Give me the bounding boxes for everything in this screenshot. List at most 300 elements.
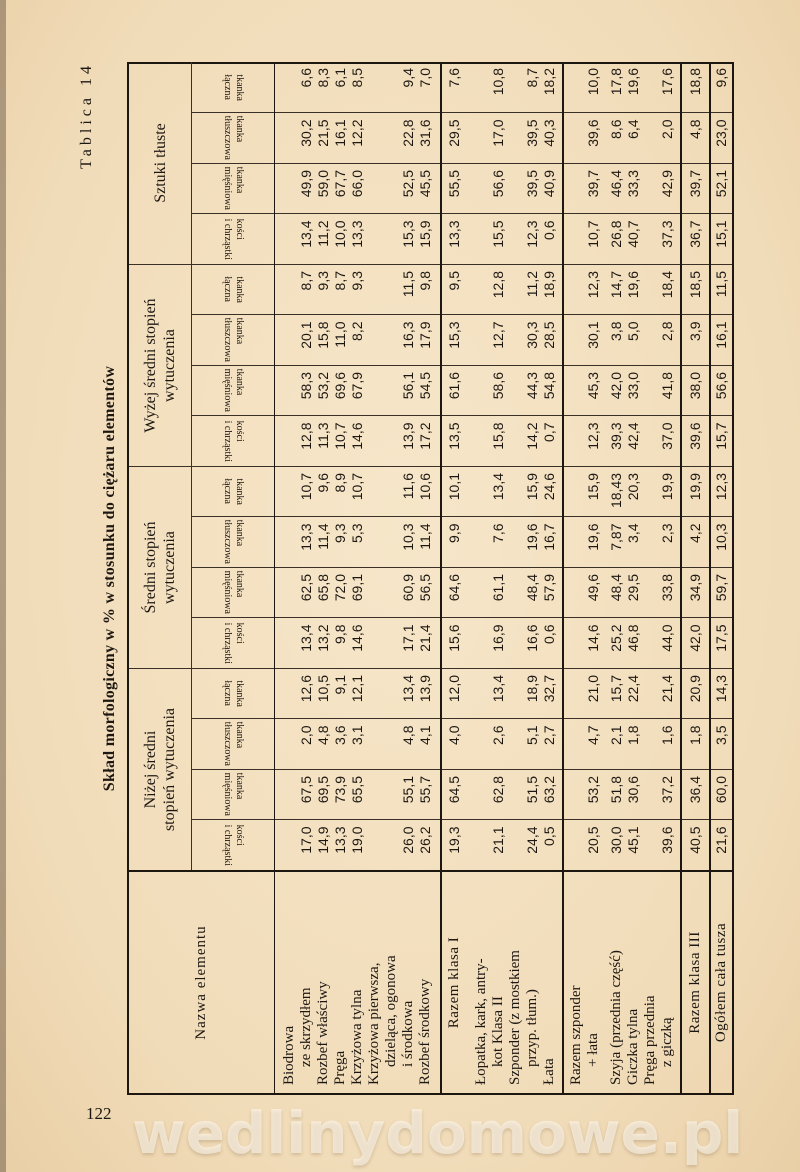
group-header-line: Średni stopień — [142, 521, 159, 614]
group-header-row — [129, 62, 192, 870]
table-cell-value: 18,43 — [608, 473, 624, 509]
subcolumn-header — [192, 416, 274, 467]
value-column-cell — [442, 365, 562, 416]
table-cell-value: 3,4 — [625, 523, 641, 543]
element-name-cell — [275, 870, 440, 1093]
table-cell-value: 18,9 — [541, 271, 557, 299]
table-cell-value: 73,9 — [332, 776, 348, 804]
row-spacer — [463, 215, 473, 265]
subcolumn-header — [192, 567, 274, 618]
table-cell-value: 14,2 — [524, 422, 540, 450]
subcolumn-header — [192, 315, 274, 366]
table-cell-value: 20,5 — [585, 826, 601, 854]
value-column-cell — [275, 416, 440, 467]
value-column-cell — [682, 567, 709, 618]
table-cell-value: 13,9 — [417, 675, 433, 703]
table-cell-value: 10,7 — [349, 473, 365, 501]
table-cell-value: 13,4 — [298, 220, 314, 248]
element-label-line: Łopatka, kark, antry- — [473, 958, 489, 1085]
value-column-cell — [682, 62, 709, 113]
table-cell-value: 61,1 — [490, 574, 506, 602]
table-cell-value: 9,6 — [713, 68, 729, 88]
table-cell-value: 40,9 — [541, 170, 557, 198]
table-cell-value: 19,9 — [687, 473, 703, 501]
group-header-line: stopień wytuczenia — [161, 707, 178, 832]
table-cell-value: 45,5 — [417, 170, 433, 198]
subcolumn-label-line: i chrząstki — [222, 622, 233, 664]
table-cell-value: 40,3 — [541, 119, 557, 147]
table-cell-value: 4,8 — [400, 725, 416, 745]
blank-line — [568, 770, 585, 820]
blank-line — [281, 215, 298, 265]
blank-line — [473, 316, 490, 366]
table-cell-value: 7,6 — [446, 68, 462, 88]
value-column-cell — [442, 163, 562, 214]
table-cell-value: 10,3 — [713, 523, 729, 551]
element-label-line: z giczką — [659, 1017, 675, 1067]
table-cell-value: 24,4 — [524, 826, 540, 854]
blank-line — [642, 720, 659, 770]
blank-line — [473, 669, 490, 719]
subcolumn-header — [192, 618, 274, 669]
subcolumn-header — [192, 264, 274, 315]
table-cell-value: 60,9 — [400, 574, 416, 602]
blank-line — [383, 215, 400, 265]
value-column-cell — [682, 163, 709, 214]
value-column-cell — [442, 567, 562, 618]
table-cell-value: 8,5 — [349, 68, 365, 88]
value-column-cell — [564, 416, 680, 467]
value-column-cell — [442, 466, 562, 517]
table-cell-value: 0,6 — [541, 624, 557, 644]
table-cell-value: 56,6 — [490, 170, 506, 198]
table-cell-value: 15,8 — [490, 422, 506, 450]
element-label-line: Krzyżowa pierwsza, — [366, 962, 382, 1085]
group-header-line: Sztuki tłuste — [151, 123, 169, 203]
blank-line — [568, 417, 585, 467]
value-column-cell — [711, 163, 732, 214]
table-cell-value: 69,5 — [315, 776, 331, 804]
table-cell-value: 1,8 — [625, 725, 641, 745]
table-cell-value: 44,3 — [524, 372, 540, 400]
table-cell-value: 46,8 — [625, 624, 641, 652]
subcolumn-label-line: kości — [234, 218, 245, 240]
blank-line — [281, 265, 298, 315]
table-cell-value: 39,5 — [524, 170, 540, 198]
value-column-cell — [682, 264, 709, 315]
table-cell-value: 52,5 — [400, 170, 416, 198]
table-cell-value: 10,7 — [298, 473, 314, 501]
table-cell-value: 12,2 — [349, 119, 365, 147]
table-cell-value: 52,1 — [713, 170, 729, 198]
table-cell-value: 55,7 — [417, 776, 433, 804]
table-cell-value: 10,7 — [332, 422, 348, 450]
table-cell-value: 10,5 — [315, 675, 331, 703]
table-row-group — [440, 64, 562, 1093]
table-cell-value: 11,4 — [315, 523, 331, 550]
blank-line — [642, 467, 659, 517]
blank-line — [383, 467, 400, 517]
table-cell-value: 69,6 — [332, 372, 348, 400]
blank-line — [507, 366, 524, 416]
subcolumn-label — [221, 825, 245, 866]
table-cell-value: 15,7 — [608, 675, 624, 703]
blank-line — [473, 265, 490, 315]
value-column-cell — [711, 62, 732, 113]
value-column-cell — [711, 264, 732, 315]
element-label-line: przyp. tłum.) — [524, 989, 540, 1067]
blank-line — [383, 417, 400, 467]
blank-line — [642, 265, 659, 315]
table-cell-value: 7,6 — [490, 523, 506, 543]
table-cell-value: 6,4 — [625, 119, 641, 139]
subcolumn-label-line: tłuszczowa — [222, 520, 233, 565]
table-cell-value: 38,0 — [687, 372, 703, 400]
table-cell-value: 51,5 — [524, 776, 540, 804]
subcolumn-label-line: tkanka — [234, 167, 245, 194]
table-cell-value: 29,5 — [446, 119, 462, 147]
table-cell-value: 14,6 — [349, 624, 365, 652]
table-cell-value: 0,5 — [541, 826, 557, 846]
row-spacer — [463, 720, 473, 770]
table-cell-value: 16,6 — [524, 624, 540, 652]
subcolumn-label-line: kości — [234, 824, 245, 846]
table-cell-value: 45,3 — [585, 372, 601, 400]
table-cell-value: 26,2 — [417, 826, 433, 854]
table-cell-value: 39,7 — [687, 170, 703, 198]
table-cell-value: 33,8 — [659, 574, 675, 602]
blank-line — [568, 114, 585, 164]
table-cell-value: 17,9 — [417, 321, 433, 349]
table-cell-value: 3,6 — [332, 725, 348, 745]
table-cell-value: 26,8 — [608, 220, 624, 248]
table-cell-value: 19,6 — [524, 523, 540, 551]
blank-line — [568, 62, 585, 113]
blank-line — [383, 366, 400, 416]
element-label-line: Razem szponder — [568, 985, 584, 1085]
table-cell-value: 11,2 — [524, 271, 540, 298]
subcolumn-label — [221, 571, 245, 614]
table-cell-value: 59,7 — [713, 574, 729, 602]
table-cell-value: 18,2 — [541, 68, 557, 96]
element-label-line: kot Klasa II — [490, 996, 506, 1067]
table-cell-value: 54,8 — [541, 372, 557, 400]
subcolumn-label — [221, 167, 245, 210]
group-header — [129, 264, 192, 466]
total-label: Ogółem cała tusza — [713, 922, 729, 1043]
table-row-group — [680, 64, 709, 1093]
row-spacer — [463, 568, 473, 618]
value-column-cell — [275, 567, 440, 618]
table-cell-value: 14,9 — [315, 826, 331, 854]
table-cell-value: 15,5 — [490, 220, 506, 248]
table-cell-value: 14,3 — [713, 675, 729, 703]
table-cell-value: 48,4 — [524, 574, 540, 602]
table-cell-value: 54,5 — [417, 372, 433, 400]
table-cell-value: 63,2 — [541, 776, 557, 804]
value-column-cell — [711, 365, 732, 416]
element-name-cell — [564, 870, 680, 1093]
table-cell-value: 19,6 — [625, 271, 641, 299]
table-cell-value: 0,6 — [541, 220, 557, 240]
subcolumn-label — [221, 478, 245, 505]
blank-line — [281, 164, 298, 214]
element-label-line: Biodrowa — [281, 1025, 297, 1085]
table-cell-value: 8,7 — [298, 271, 314, 291]
value-column-cell — [711, 517, 732, 568]
blank-line — [642, 164, 659, 214]
value-column-cell — [564, 113, 680, 164]
value-column-cell — [711, 416, 732, 467]
blank-line — [473, 164, 490, 214]
table-cell-value: 1,6 — [659, 725, 675, 745]
table-title: Skład morfologiczny w % w stosunku do ciężaru elementów — [101, 365, 118, 792]
value-column-cell — [711, 466, 732, 517]
subcolumn-label — [221, 520, 245, 564]
value-column-cell — [275, 517, 440, 568]
blank-line — [507, 164, 524, 214]
table-cell-value: 9,3 — [332, 523, 348, 543]
table-body — [275, 64, 732, 1093]
blank-line — [366, 114, 383, 164]
table-cell-value: 11,6 — [400, 473, 416, 500]
element-label-line: i środkowa — [400, 1000, 416, 1067]
table-cell-value: 12,7 — [490, 321, 506, 349]
table-row-group — [709, 64, 732, 1093]
subcolumn-label-line: mięśniowa — [222, 167, 233, 211]
subcolumn-header — [192, 62, 274, 113]
table-cell-value: 10,6 — [417, 473, 433, 501]
table-cell-value: 42,4 — [625, 422, 641, 450]
table-cell-value: 17,6 — [659, 68, 675, 96]
table-cell-value: 9,3 — [349, 271, 365, 291]
table-cell-value: 31,6 — [417, 119, 433, 147]
table-cell-value: 8,7 — [524, 68, 540, 88]
value-column-cell — [564, 62, 680, 113]
table-cell-value: 9,9 — [446, 523, 462, 543]
table-cell-value: 42,0 — [608, 372, 624, 400]
blank-line — [383, 518, 400, 568]
table-cell-value: 2,6 — [490, 725, 506, 745]
blank-line — [281, 619, 298, 669]
subcolumn-label-line: łączna — [222, 276, 233, 302]
subcolumn-label-line: łączna — [222, 478, 233, 504]
group-header-line: Wyżej średni stopień — [142, 298, 159, 433]
table-cell-value: 69,1 — [349, 574, 365, 602]
subcolumn-label-line: tkanka — [234, 773, 245, 800]
table-cell-value: 36,7 — [687, 220, 703, 248]
table-cell-value: 5,0 — [625, 321, 641, 341]
subcolumn-label — [221, 74, 245, 101]
blank-line — [383, 669, 400, 719]
value-column-cell — [564, 517, 680, 568]
subcolumn-label — [221, 680, 245, 707]
subcolumn-label-line: tkanka — [234, 520, 245, 547]
table-cell-value: 37,2 — [659, 776, 675, 804]
table-cell-value: 30,1 — [585, 321, 601, 349]
blank-line — [642, 366, 659, 416]
table-cell-value: 62,5 — [298, 574, 314, 602]
blank-line — [642, 417, 659, 467]
table-cell-value: 21,5 — [315, 119, 331, 147]
table-cell-value: 12,1 — [349, 675, 365, 703]
table-cell-value: 2,0 — [659, 119, 675, 139]
table-cell-value: 22,4 — [625, 675, 641, 703]
blank-line — [507, 215, 524, 265]
table-cell-value: 65,5 — [349, 776, 365, 804]
blank-line — [642, 619, 659, 669]
group-header-line: wytuczenia — [161, 329, 178, 402]
blank-line — [281, 720, 298, 770]
row-spacer — [463, 265, 473, 315]
blank-line — [473, 568, 490, 618]
table-cell-value: 13,9 — [400, 422, 416, 450]
table-cell-value: 64,5 — [446, 776, 462, 804]
table-row-group — [275, 64, 440, 1093]
blank-line — [366, 619, 383, 669]
value-column-cell — [564, 163, 680, 214]
table-cell-value: 11,4 — [417, 523, 433, 550]
table-cell-value: 12,8 — [298, 422, 314, 450]
rotated-page-content — [70, 40, 750, 1100]
subcolumn-label-line: kości — [234, 622, 245, 644]
blank-line — [383, 265, 400, 315]
blank-line — [507, 619, 524, 669]
value-column-cell — [275, 113, 440, 164]
value-column-cell — [682, 416, 709, 467]
subcolumn-label-line: i chrząstki — [222, 824, 233, 866]
value-column-cell — [682, 113, 709, 164]
value-column-cell — [711, 820, 732, 871]
value-column-cell — [682, 517, 709, 568]
table-cell-value: 3,1 — [349, 725, 365, 745]
table-cell-value: 12,3 — [585, 422, 601, 450]
table-cell-value: 5,1 — [524, 725, 540, 745]
table-cell-value: 42,9 — [659, 170, 675, 198]
table-cell-value: 11,5 — [400, 271, 416, 298]
value-column-cell — [682, 719, 709, 770]
value-column-cell — [275, 62, 440, 113]
table-cell-value: 10,8 — [490, 68, 506, 96]
table-cell-value: 9,8 — [332, 624, 348, 644]
blank-line — [642, 568, 659, 618]
subcolumn-label-line: łączna — [222, 73, 233, 100]
table-cell-value: 17,8 — [608, 68, 624, 96]
blank-line — [366, 669, 383, 719]
subcolumn-header — [192, 365, 274, 416]
blank-line — [473, 417, 490, 467]
group-header — [129, 668, 192, 870]
value-column-cell — [564, 567, 680, 618]
table-cell-value: 2,1 — [608, 725, 624, 745]
table-cell-value: 20,9 — [687, 675, 703, 703]
table-cell-value: 12,3 — [585, 271, 601, 299]
subcolumn-header — [192, 466, 274, 517]
value-column-cell — [682, 618, 709, 669]
table-cell-value: 20,3 — [625, 473, 641, 501]
value-column-cell — [564, 214, 680, 265]
value-column-cell — [442, 315, 562, 366]
value-column-cell — [442, 668, 562, 719]
blank-line — [281, 518, 298, 568]
subcolumn-label — [221, 623, 245, 664]
table-cell-value: 25,2 — [608, 624, 624, 652]
table-cell-value: 57,9 — [541, 574, 557, 602]
blank-line — [568, 720, 585, 770]
group-headers — [129, 62, 274, 870]
blank-line — [507, 114, 524, 164]
blank-line — [507, 770, 524, 820]
subcolumn-header — [192, 820, 274, 871]
blank-line — [473, 518, 490, 568]
table-cell-value: 13,3 — [298, 523, 314, 551]
blank-line — [507, 265, 524, 315]
table-cell-value: 15,3 — [400, 220, 416, 248]
table-cell-value: 33,0 — [625, 372, 641, 400]
value-column-cell — [442, 214, 562, 265]
row-spacer — [463, 316, 473, 366]
blank-line — [568, 518, 585, 568]
blank-line — [568, 568, 585, 618]
blank-line — [366, 215, 383, 265]
table-cell-value: 9,5 — [446, 271, 462, 291]
element-name-cell — [442, 870, 562, 1093]
table-cell-value: 16,1 — [332, 119, 348, 147]
value-column-cell — [442, 264, 562, 315]
blank-line — [366, 265, 383, 315]
value-column-cell — [275, 264, 440, 315]
blank-line — [366, 821, 383, 871]
table-cell-value: 4,8 — [687, 119, 703, 139]
table-cell-value: 12,0 — [446, 675, 462, 703]
blank-line — [507, 821, 524, 871]
table-cell-value: 48,4 — [608, 574, 624, 602]
blank-line — [281, 467, 298, 517]
total-label: Razem klasa III — [687, 931, 703, 1034]
element-name-cell — [711, 870, 732, 1093]
blank-line — [383, 821, 400, 871]
table-cell-value: 10,7 — [585, 220, 601, 248]
table-cell-value: 11,0 — [332, 321, 348, 348]
table-cell-value: 2,0 — [298, 725, 314, 745]
table-cell-value: 19,3 — [446, 826, 462, 854]
subcolumn-label-line: tłuszczowa — [222, 116, 233, 161]
table-cell-value: 65,8 — [315, 574, 331, 602]
blank-line — [383, 770, 400, 820]
table-cell-value: 11,5 — [713, 271, 729, 298]
value-column-cell — [711, 315, 732, 366]
table-cell-value: 39,5 — [524, 119, 540, 147]
row-spacer — [463, 821, 473, 871]
blank-line — [383, 62, 400, 113]
table-cell-value: 10,3 — [400, 523, 416, 551]
table-cell-value: 3,9 — [687, 321, 703, 341]
table-cell-value: 21,0 — [585, 675, 601, 703]
table-cell-value: 49,9 — [298, 170, 314, 198]
value-column-cell — [442, 62, 562, 113]
value-column-cell — [564, 668, 680, 719]
blank-line — [473, 720, 490, 770]
table-cell-value: 2,3 — [659, 523, 675, 543]
table-cell-value: 12,6 — [298, 675, 314, 703]
blank-line — [473, 215, 490, 265]
value-column-cell — [442, 416, 562, 467]
table-cell-value: 15,3 — [446, 321, 462, 349]
table-cell-value: 30,0 — [608, 826, 624, 854]
subcolumn-label-line: tkanka — [234, 116, 245, 143]
blank-line — [642, 215, 659, 265]
watermark: wedlinydomowe.pl — [132, 1099, 744, 1167]
